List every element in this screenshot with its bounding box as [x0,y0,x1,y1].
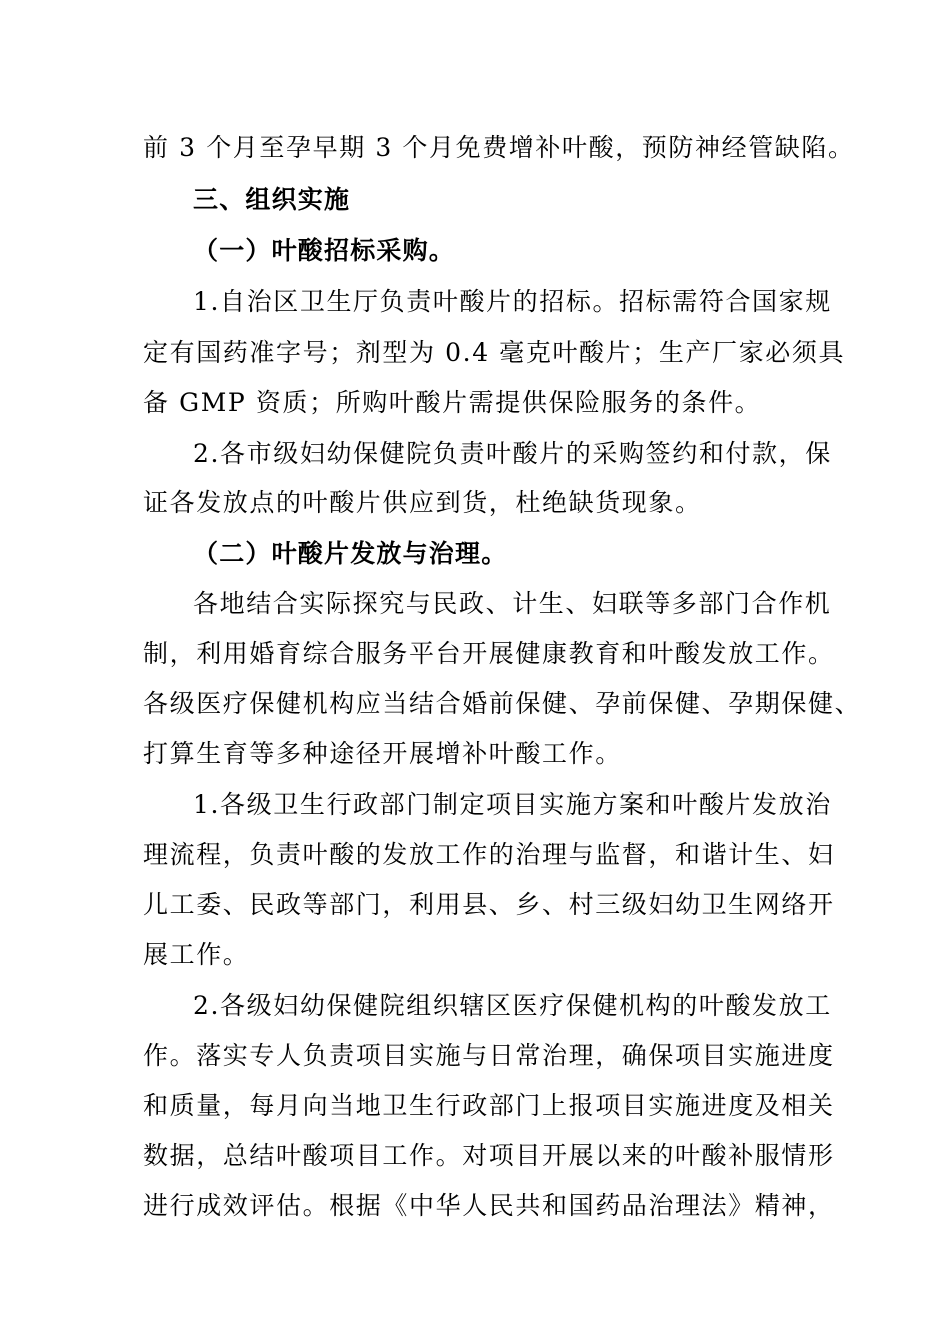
paragraph-line: 定有国药准字号；剂型为 0.4 毫克叶酸片；生产厂家必须具 [143,338,846,367]
paragraph-line: 备 GMP 资质；所购叶酸片需提供保险服务的条件。 [143,388,762,417]
paragraph-line: 2.各市级妇幼保健院负责叶酸片的采购签约和付款，保 [193,439,832,468]
paragraph-line: 制，利用婚育综合服务平台开展健康教育和叶酸发放工作。 [143,639,835,668]
paragraph-line: 1.自治区卫生厅负责叶酸片的招标。招标需符合国家规 [193,287,832,316]
paragraph-line: 儿工委、民政等部门，利用县、乡、村三级妇幼卫生网络开 [143,890,835,919]
section-heading: 三、组织实施 [193,185,351,214]
paragraph-line: 数据，总结叶酸项目工作。对项目开展以来的叶酸补服情形 [143,1141,835,1170]
paragraph-line: 作。落实专人负责项目实施与日常治理，确保项目实施进度 [143,1041,835,1070]
paragraph-line: 进行成效评估。根据《中华人民共和国药品治理法》精神， [143,1191,835,1220]
paragraph-line: 打算生育等多种途径开展增补叶酸工作。 [143,739,622,768]
paragraph-line: 1.各级卫生行政部门制定项目实施方案和叶酸片发放治 [193,790,832,819]
paragraph-line: 各地结合实际探究与民政、计生、妇联等多部门合作机 [193,589,832,618]
paragraph-line: 和质量，每月向当地卫生行政部门上报项目实施进度及相关 [143,1091,835,1120]
paragraph-line: 证各发放点的叶酸片供应到货，杜绝缺货现象。 [143,488,702,517]
subsection-heading: （二）叶酸片发放与治理。 [193,539,508,568]
subsection-heading: （一）叶酸招标采购。 [193,236,456,265]
paragraph-line: 前 3 个月至孕早期 3 个月免费增补叶酸，预防神经管缺陷。 [143,133,855,162]
paragraph-line: 理流程，负责叶酸的发放工作的治理与监督，和谐计生、妇 [143,840,835,869]
paragraph-line: 2.各级妇幼保健院组织辖区医疗保健机构的叶酸发放工 [193,991,832,1020]
paragraph-line: 各级医疗保健机构应当结合婚前保健、孕前保健、孕期保健、 [143,689,862,718]
paragraph-line: 展工作。 [143,940,250,969]
